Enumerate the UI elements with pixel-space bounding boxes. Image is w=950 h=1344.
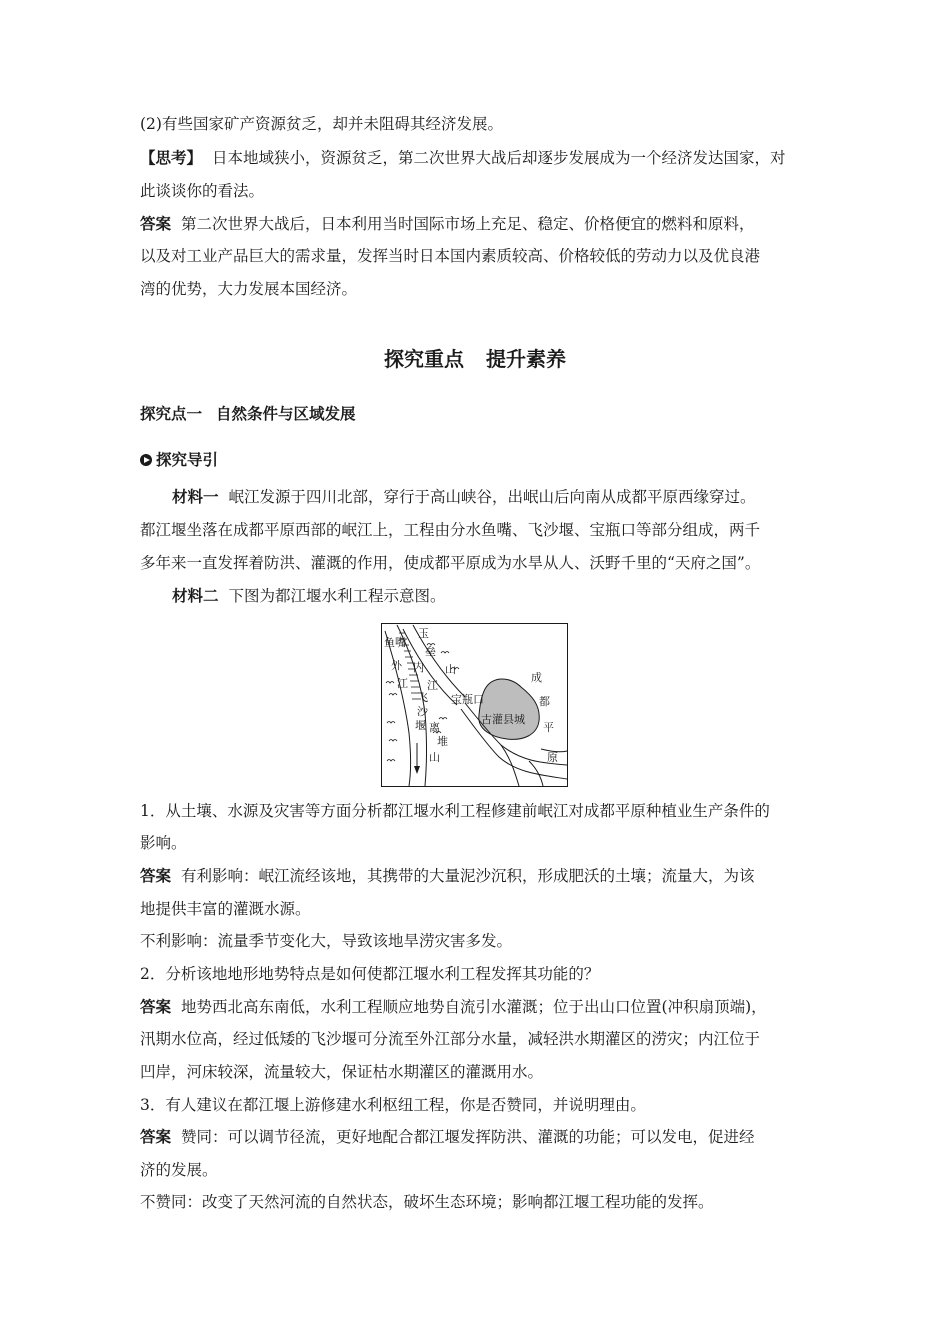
- material-one-label: 材料一: [172, 488, 219, 506]
- map-label-yuzui-b: 嘴: [395, 636, 406, 649]
- map-label-ping: 平: [543, 721, 554, 734]
- question-1: 1．从土壤、水源及灾害等方面分析都江堰水利工程修建前岷江对成都平原种植业生产条件的: [140, 802, 770, 820]
- answer-3-label: 答案: [140, 1128, 172, 1146]
- map-svg: [381, 623, 568, 787]
- answer-3: [140, 1126, 820, 1148]
- section-title-b: 提升素养: [486, 347, 566, 371]
- map-label-cheng: 成: [531, 671, 542, 684]
- answer-1: [140, 865, 820, 887]
- answer-2: [140, 996, 820, 1018]
- map-label-jiang2: 江: [427, 679, 438, 692]
- question-3: 3．有人建议在都江堰上游修建水利枢纽工程，你是否赞同，并说明理由。: [140, 1096, 646, 1114]
- think-text: 日本地域狭小，资源贫乏，第二次世界大战后却逐步发展成为一个经济发达国家，对: [212, 149, 786, 167]
- map-label-city: 古灌县城: [481, 713, 525, 726]
- section-title: [0, 343, 950, 372]
- map-label-shan2: 山: [429, 751, 440, 764]
- question-2: 2．分析该地地形地势特点是如何使都江堰水利工程发挥其功能的？: [140, 965, 600, 983]
- think-paragraph: [140, 147, 820, 169]
- map-label-jiang1: 江: [397, 677, 408, 690]
- answer-text: 第二次世界大战后，日本利用当时国际市场上充足、稳定、价格便宜的燃料和原料，: [181, 215, 755, 233]
- answer-3-cont: 不赞同：改变了天然河流的自然状态，破坏生态环境；影响都江堰工程功能的发挥。: [140, 1193, 714, 1211]
- material-two-label: 材料二: [172, 587, 219, 605]
- think-label: 【思考】: [140, 149, 203, 167]
- answer-2-label: 答案: [140, 998, 172, 1016]
- play-circle-icon: [140, 454, 152, 466]
- sub-title-number: 探究点一: [140, 405, 203, 423]
- answer-paragraph: [140, 213, 820, 235]
- answer-3-text: 赞同：可以调节径流，更好地配合都江堰发挥防洪、灌溉的功能；可以发电，促进经: [181, 1128, 755, 1146]
- map-label-yu: 玉: [418, 627, 429, 640]
- answer-1-text: 有利影响：岷江流经该地，其携带的大量泥沙沉积，形成肥沃的土壤；流量大，为该: [181, 867, 755, 885]
- map-label-du: 都: [539, 695, 550, 708]
- answer-text-cont: 以及对工业产品巨大的需求量，发挥当时日本国内素质较高、价格较低的劳动力以及优良港: [140, 247, 761, 265]
- guide-label: 探究导引: [156, 451, 219, 469]
- material-one-cont: 都江堰坐落在成都平原西部的岷江上，工程由分水鱼嘴、飞沙堰、宝瓶口等部分组成，两千: [140, 521, 761, 539]
- answer-2-cont: 凹岸，河床较深，流量较大，保证枯水期灌区的灌溉用水。: [140, 1063, 544, 1081]
- map-label-yan: 堰: [415, 719, 426, 732]
- question-1-cont: 影响。: [140, 834, 187, 852]
- answer-2-text: 地势西北高东南低，水利工程顺应地势自流引水灌溉；位于出山口位置(冲积扇顶端)，: [181, 998, 767, 1016]
- map-label-li: 离: [429, 721, 440, 734]
- map-label-nei: 内: [413, 661, 424, 674]
- map-label-fei: 飞: [417, 691, 428, 704]
- map-label-yuan: 原: [547, 751, 558, 764]
- material-two: [172, 585, 852, 607]
- dujiangyan-map: [381, 623, 568, 787]
- answer-3-cont: 济的发展。: [140, 1161, 218, 1179]
- material-two-text: 下图为都江堰水利工程示意图。: [228, 587, 446, 605]
- sub-title-text: 自然条件与区域发展: [216, 405, 356, 423]
- map-label-shan1: 山: [445, 663, 456, 676]
- map-label-baopingkou: 宝瓶口: [451, 693, 484, 706]
- material-one: [172, 486, 852, 508]
- answer-1-cont: 不利影响：流量季节变化大，导致该地旱涝灾害多发。: [140, 932, 513, 950]
- answer-1-cont: 地提供丰富的灌溉水源。: [140, 900, 311, 918]
- intro-line: (2)有些国家矿产资源贫乏，却并未阻碍其经济发展。: [140, 115, 503, 133]
- think-text-cont: 此谈谈你的看法。: [140, 182, 265, 200]
- map-label-sha: 沙: [417, 705, 428, 718]
- material-one-text: 岷江发源于四川北部，穿行于高山峡谷，出岷山后向南从成都平原西缘穿过。: [228, 488, 756, 506]
- sub-title: [140, 402, 356, 424]
- map-label-dui: 堆: [437, 735, 448, 748]
- map-label-lei: 垒: [425, 645, 436, 658]
- map-label-yuzui-a: 鱼: [384, 636, 395, 649]
- answer-label: 答案: [140, 215, 172, 233]
- material-one-cont: 多年来一直发挥着防洪、灌溉的作用，使成都平原成为水旱从人、沃野千里的“天府之国”。: [140, 554, 761, 572]
- map-label-wai: 外: [391, 659, 402, 672]
- section-title-a: 探究重点: [384, 347, 464, 371]
- guide-heading: [140, 448, 218, 470]
- answer-text-cont: 湾的优势，大力发展本国经济。: [140, 280, 358, 298]
- answer-1-label: 答案: [140, 867, 172, 885]
- answer-2-cont: 汛期水位高，经过低矮的飞沙堰可分流至外江部分水量，减轻洪水期灌区的涝灾；内江位于: [140, 1030, 761, 1048]
